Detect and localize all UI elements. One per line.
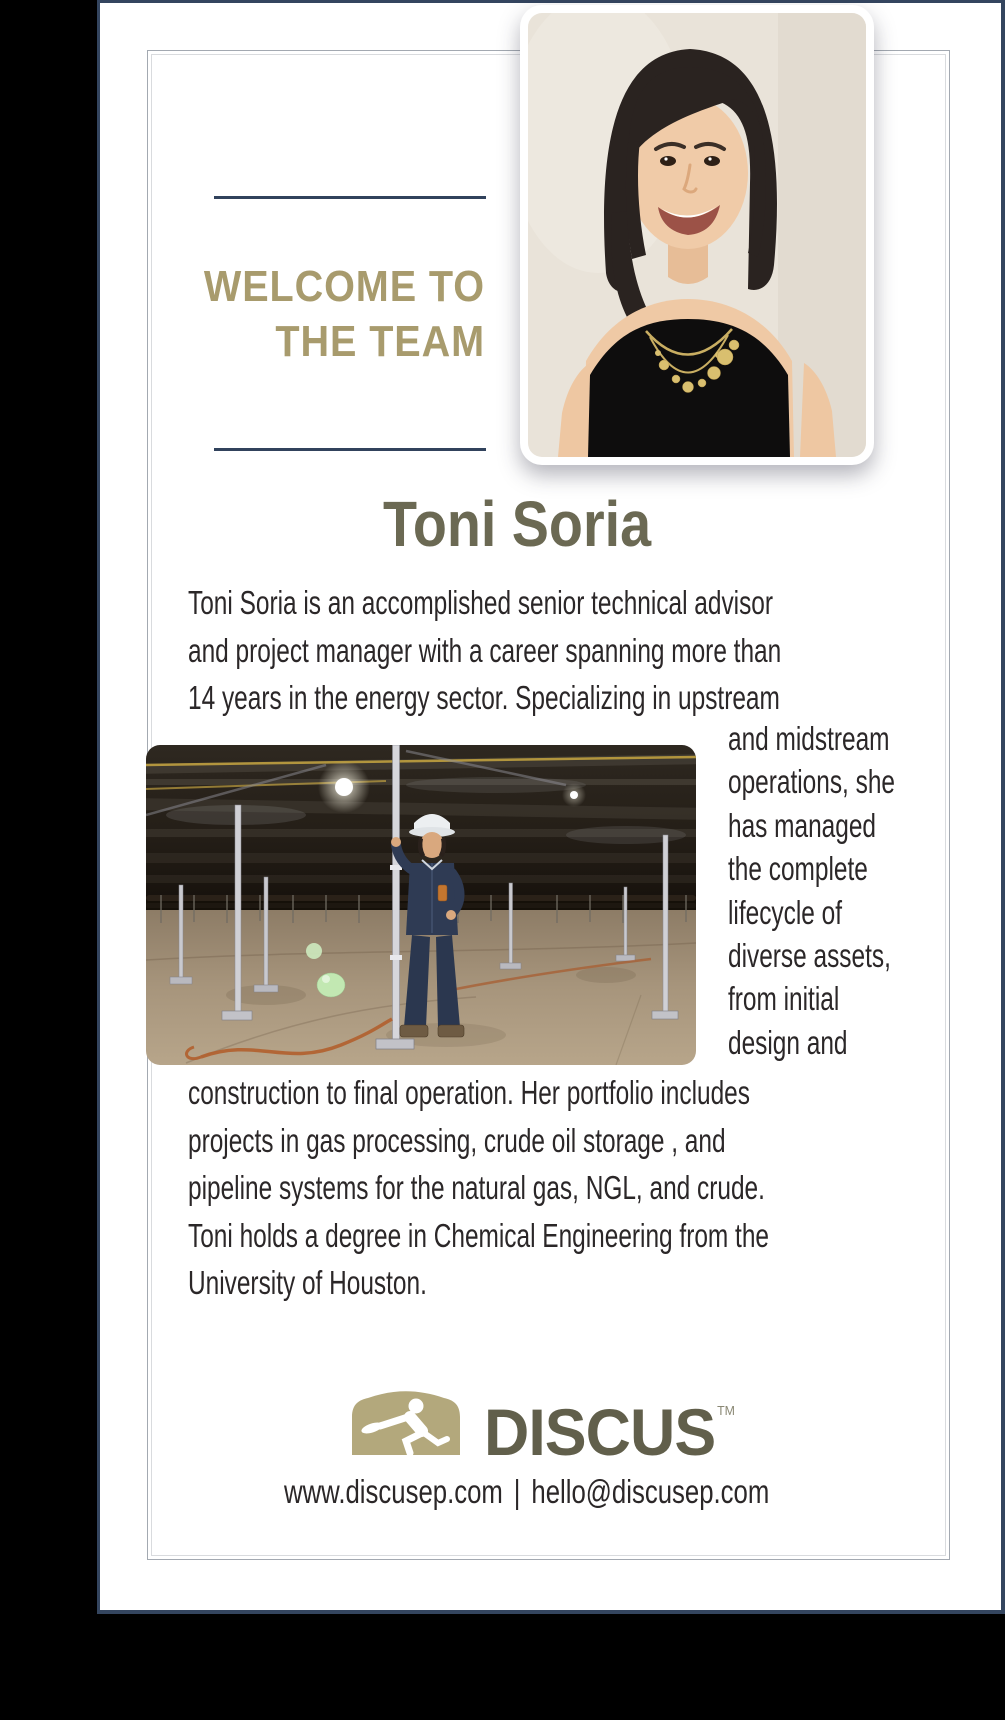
trademark-symbol: TM: [717, 1403, 735, 1418]
bio-line: Toni Soria is an accomplished senior technical advisor: [188, 584, 774, 621]
email-text: hello@discusep.com: [531, 1473, 770, 1510]
bio-paragraph-bottom: [188, 1069, 973, 1307]
bio-line: the complete: [728, 850, 868, 888]
bio-line: pipeline systems for the natural gas, NGL, and crude.: [188, 1169, 765, 1207]
headshot-image: [528, 13, 866, 457]
website-text: www.discusep.com: [284, 1473, 503, 1510]
welcome-heading-line1: WELCOME TO: [203, 262, 486, 311]
bio-paragraph-wrap: [728, 717, 954, 1064]
bio-line: lifecycle of: [728, 893, 843, 931]
bio-line: and midstream: [728, 720, 890, 757]
bio-line: University of Houston.: [188, 1264, 427, 1302]
bio-line: from initial: [728, 980, 840, 1018]
footer-contact: [284, 1473, 770, 1511]
portrait-photo: [520, 5, 874, 465]
divider-rule-bottom: [214, 448, 486, 451]
discus-logo-emblem: [350, 1391, 462, 1455]
employee-name: Toni Soria: [382, 488, 652, 560]
bio-line: construction to final operation. Her portfolio includes: [188, 1074, 750, 1111]
flyer-page: [97, 0, 1005, 1614]
bio-line: and project manager with a career spanning more than: [188, 631, 782, 669]
contact-separator: |: [513, 1473, 521, 1510]
bio-line: diverse assets,: [728, 937, 891, 975]
divider-rule-top: [214, 196, 486, 199]
bio-line: projects in gas processing, crude oil storage , and: [188, 1121, 726, 1159]
bio-paragraph-top: [188, 579, 990, 722]
bio-line: 14 years in the energy sector. Specializing in upstream: [188, 679, 780, 717]
discus-wordmark: [484, 1395, 735, 1484]
bio-line: design and: [728, 1023, 848, 1061]
site-photo: [146, 745, 696, 1065]
discus-thrower-icon: [350, 1391, 462, 1455]
bio-line: has managed: [728, 806, 876, 844]
welcome-heading-line2: THE TEAM: [275, 317, 485, 366]
bio-line: operations, she: [728, 763, 895, 801]
discus-wordmark-text: DISCUS: [484, 1395, 716, 1469]
welcome-heading: [193, 259, 486, 369]
site-photo-image: [146, 745, 696, 1065]
bio-line: Toni holds a degree in Chemical Engineering from the: [188, 1216, 769, 1254]
